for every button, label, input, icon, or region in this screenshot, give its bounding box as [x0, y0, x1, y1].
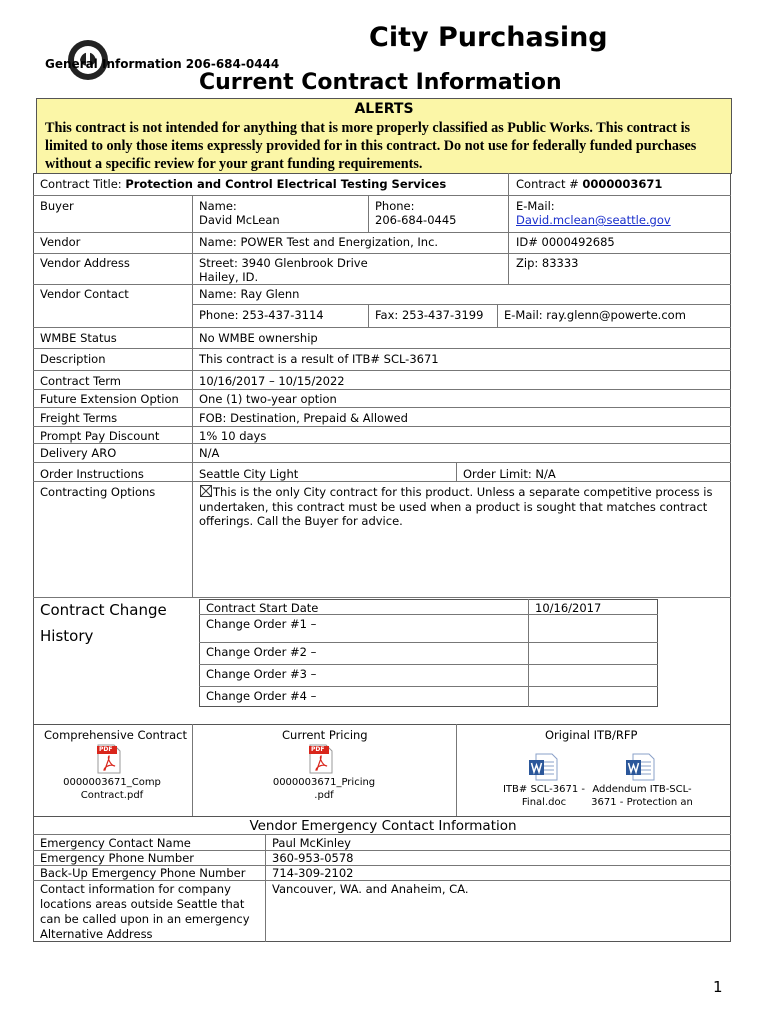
- change-order-3: Change Order #3 –: [206, 667, 317, 681]
- alerts-heading: ALERTS: [354, 101, 414, 117]
- emergency-phone-value: 360-953-0578: [272, 851, 354, 865]
- emergency-phone-label: Emergency Phone Number: [40, 851, 194, 865]
- alerts-text: This contract is not intended for anything that is more properly classified as Public Works. This contract is limited to only those items expressly provided for in this contract. Do not use for federally funded purchases without a specific review for your grant funding requirements.: [45, 120, 697, 172]
- description-label: Description: [40, 352, 106, 366]
- extension-label: Future Extension Option: [40, 392, 179, 406]
- filename-line-1: 0000003671_Pricing: [272, 777, 376, 788]
- pdf-badge-text: PDF: [311, 746, 325, 753]
- vendor-contact-label: Vendor Contact: [40, 287, 129, 301]
- buyer-name: David McLean: [199, 213, 280, 227]
- page-title: City Purchasing: [369, 22, 608, 53]
- alerts-box: [36, 98, 732, 174]
- current-pricing-filename[interactable]: [262, 776, 386, 802]
- vendor-city: Hailey, ID.: [199, 270, 259, 284]
- buyer-email-label: E-Mail:: [516, 199, 555, 213]
- general-info-line: General Information 206-684-0444: [45, 57, 280, 71]
- original-itb-label: Original ITB/RFP: [545, 728, 638, 742]
- filename-line-1: Addendum ITB-SCL-: [592, 784, 692, 795]
- alt-address-label-4: Alternative Address: [40, 927, 153, 941]
- filename-line-2: .pdf: [314, 790, 334, 801]
- contracting-options-line1: This is the only City contract for this product. Unless a separate competitive process is: [213, 485, 713, 499]
- delivery-label: Delivery ARO: [40, 446, 117, 460]
- emergency-contact-label: Emergency Contact Name: [40, 836, 191, 850]
- emergency-heading: Vendor Emergency Contact Information: [249, 818, 517, 834]
- backup-phone-label: Back-Up Emergency Phone Number: [40, 866, 246, 880]
- filename-line-1: 0000003671_Comp: [63, 777, 161, 788]
- delivery-value: N/A: [199, 446, 220, 460]
- contracting-options-line2: undertaken, this contract must be used when a product is sought that matches contract: [199, 500, 708, 514]
- order-limit: Order Limit: N/A: [463, 467, 556, 481]
- wmbe-value: No WMBE ownership: [199, 331, 318, 345]
- vendor-fax: Fax: 253-437-3199: [375, 308, 484, 322]
- alt-address-label-2: locations areas outside Seattle that: [40, 897, 245, 911]
- itb-filename[interactable]: [496, 783, 592, 809]
- description-value: This contract is a result of ITB# SCL-3671: [199, 352, 439, 366]
- contract-number-label: Contract #: [516, 177, 579, 191]
- buyer-phone: 206-684-0445: [375, 213, 457, 227]
- vendor-zip: Zip: 83333: [516, 256, 579, 270]
- change-order-1: Change Order #1 –: [206, 617, 317, 631]
- page-number: 1: [713, 978, 723, 996]
- contract-start-label: Contract Start Date: [206, 601, 319, 615]
- vendor-label: Vendor: [40, 235, 81, 249]
- page-subtitle: Current Contract Information: [199, 70, 562, 95]
- contract-title-row: [40, 177, 446, 191]
- freight-label: Freight Terms: [40, 411, 118, 425]
- vendor-address-label: Vendor Address: [40, 256, 130, 270]
- filename-line-2: Final.doc: [521, 797, 567, 808]
- order-instructions-value: Seattle City Light: [199, 467, 299, 481]
- vendor-name: Name: POWER Test and Energization, Inc.: [199, 235, 439, 249]
- change-history-label-1: Contract Change: [40, 601, 167, 619]
- filename-line-2: 3671 - Protection an: [591, 797, 693, 808]
- term-label: Contract Term: [40, 374, 121, 388]
- contracting-options-line3: offerings. Call the Buyer for advice.: [199, 514, 403, 528]
- alt-address-value: Vancouver, WA. and Anaheim, CA.: [272, 882, 469, 896]
- change-order-4: Change Order #4 –: [206, 689, 317, 703]
- addendum-filename[interactable]: [588, 783, 696, 809]
- vendor-id: ID# 0000492685: [516, 235, 615, 249]
- vendor-phone: Phone: 253-437-3114: [199, 308, 324, 322]
- prompt-pay-label: Prompt Pay Discount: [40, 429, 160, 443]
- filename-line-1: ITB# SCL-3671 -: [502, 784, 586, 795]
- word-doc-icon[interactable]: [528, 752, 558, 782]
- alt-address-label-1: Contact information for company: [40, 882, 231, 896]
- buyer-email-link[interactable]: David.mclean@seattle.gov: [516, 213, 671, 227]
- vendor-street: Street: 3940 Glenbrook Drive: [199, 256, 368, 270]
- emergency-contact-value: Paul McKinley: [272, 836, 351, 850]
- current-pricing-file[interactable]: [309, 744, 333, 774]
- prompt-pay-value: 1% 10 days: [199, 429, 267, 443]
- backup-phone-value: 714-309-2102: [272, 866, 354, 880]
- buyer-phone-label: Phone:: [375, 199, 415, 213]
- contract-title-value: Protection and Control Electrical Testing Services: [125, 177, 447, 191]
- contract-number-value: 0000003671: [582, 177, 663, 191]
- alt-address-label-3: can be called upon in an emergency: [40, 912, 250, 926]
- wmbe-label: WMBE Status: [40, 331, 117, 345]
- comprehensive-contract-file[interactable]: [97, 744, 121, 774]
- vendor-contact-name: Name: Ray Glenn: [199, 287, 300, 301]
- filename-line-2: Contract.pdf: [80, 790, 144, 801]
- term-value: 10/16/2017 – 10/15/2022: [199, 374, 345, 388]
- comprehensive-contract-label: Comprehensive Contract: [44, 728, 187, 742]
- extension-value: One (1) two-year option: [199, 392, 337, 406]
- contracting-options-label: Contracting Options: [40, 485, 156, 499]
- buyer-name-label: Name:: [199, 199, 237, 213]
- checkbox-checked-icon: [200, 485, 212, 497]
- comprehensive-contract-filename[interactable]: [50, 776, 174, 802]
- contract-number: [516, 177, 662, 191]
- order-instructions-label: Order Instructions: [40, 467, 144, 481]
- change-order-2: Change Order #2 –: [206, 645, 317, 659]
- pdf-badge-text: PDF: [99, 746, 113, 753]
- change-history-label-2: History: [40, 627, 94, 645]
- buyer-label: Buyer: [40, 199, 74, 213]
- current-pricing-label: Current Pricing: [282, 728, 368, 742]
- contract-title-label: Contract Title:: [40, 177, 122, 191]
- vendor-email: E-Mail: ray.glenn@powerte.com: [504, 308, 686, 322]
- contract-start-value: 10/16/2017: [535, 601, 602, 615]
- freight-value: FOB: Destination, Prepaid & Allowed: [199, 411, 408, 425]
- word-doc-icon[interactable]: [625, 752, 655, 782]
